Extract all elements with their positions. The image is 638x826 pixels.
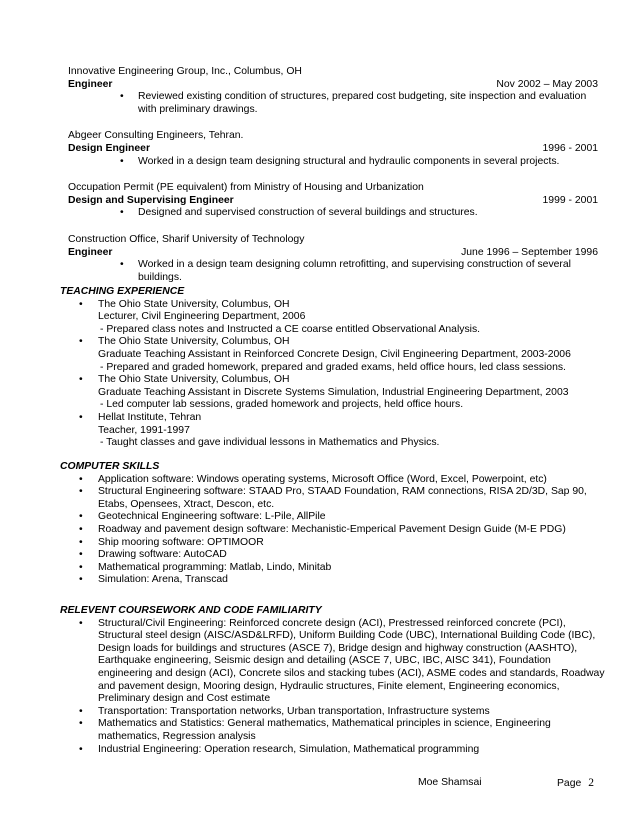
job-entry — [68, 66, 598, 116]
teaching-note: - Taught classes and gave individual lessons in Mathematics and Physics. — [100, 437, 440, 449]
job-organization: Construction Office, Sharif University of Technology — [68, 233, 305, 245]
skill-item — [60, 511, 605, 524]
job-role-row — [68, 79, 598, 92]
job-organization: Innovative Engineering Group, Inc., Columbus, OH — [68, 66, 302, 77]
job-organization: Abgeer Consulting Engineers, Tehran. — [68, 130, 244, 142]
job-entry — [68, 182, 598, 220]
coursework-item — [60, 744, 605, 757]
skills-section — [60, 461, 605, 587]
coursework-section — [60, 605, 605, 756]
work-experience-list — [68, 66, 598, 298]
skill-item — [60, 537, 605, 550]
skill-text: Mathematical programming: Matlab, Lindo, Minitab — [98, 561, 332, 573]
bullet-icon: • — [120, 155, 124, 167]
job-role-row — [68, 195, 598, 208]
coursework-item — [60, 718, 605, 743]
teaching-place: Hellat Institute, Tehran — [98, 411, 202, 423]
skill-item — [60, 486, 605, 511]
job-bullet-text: Worked in a design team designing column retrofitting, and supervising construction of several buildings. — [138, 259, 571, 283]
skill-item — [60, 549, 605, 562]
job-entry — [68, 130, 598, 168]
footer-page-label: Page — [557, 778, 582, 789]
job-organization: Occupation Permit (PE equivalent) from Ministry of Housing and Urbanization — [68, 182, 424, 194]
page-footer — [0, 777, 638, 791]
bullet-icon: • — [120, 259, 124, 271]
skill-item — [60, 562, 605, 575]
bullet-icon: • — [79, 549, 83, 561]
teaching-note: - Led computer lab sessions, graded homework and projects, held office hours. — [100, 399, 464, 411]
teaching-note: - Prepared class notes and Instructed a CE coarse entitled Observational Analysis. — [100, 323, 481, 335]
bullet-icon: • — [79, 298, 83, 310]
teaching-section — [60, 286, 605, 450]
bullet-icon: • — [79, 536, 83, 548]
job-role: Engineer — [68, 246, 113, 258]
job-bullet-text: Reviewed existing condition of structures, prepared cost budgeting, site inspection and evaluation with preliminary drawings. — [138, 91, 587, 115]
job-bullet-text: Designed and supervised construction of several buildings and structures. — [138, 207, 478, 219]
teaching-place: The Ohio State University, Columbus, OH — [98, 298, 290, 310]
bullet-icon: • — [79, 617, 83, 629]
coursework-item — [60, 618, 605, 706]
job-bullet-text: Worked in a design team designing structural and hydraulic components in several projects. — [138, 155, 560, 167]
section-heading: TEACHING EXPERIENCE — [60, 286, 185, 297]
teaching-item — [60, 374, 605, 412]
bullet-icon: • — [79, 511, 83, 523]
teaching-note: - Prepared and graded homework, prepared and graded exams, held office hours, led class sessions. — [100, 361, 566, 373]
bullet-icon: • — [79, 411, 83, 423]
teaching-place: The Ohio State University, Columbus, OH — [98, 374, 290, 386]
teaching-title: Teacher, 1991-1997 — [98, 424, 190, 436]
bullet-icon: • — [79, 374, 83, 386]
footer-page-indicator — [557, 777, 594, 791]
teaching-item — [60, 336, 605, 374]
footer-author-name: Moe Shamsai — [418, 777, 482, 788]
job-dates: Nov 2002 – May 2003 — [496, 78, 598, 90]
job-dates: June 1996 – September 1996 — [461, 246, 598, 258]
teaching-item — [60, 299, 605, 337]
job-dates: 1999 - 2001 — [542, 194, 598, 206]
section-heading: RELEVENT COURSEWORK AND CODE FAMILIARITY — [60, 605, 322, 616]
job-role: Design Engineer — [68, 142, 150, 154]
bullet-icon: • — [79, 574, 83, 586]
teaching-item — [60, 412, 605, 450]
skill-text: Simulation: Arena, Transcad — [98, 574, 228, 586]
footer-page-number: 2 — [588, 777, 595, 789]
skill-text: Geotechnical Engineering software: L-Pile, AllPile — [98, 511, 326, 523]
job-bullet — [68, 91, 598, 116]
skill-text: Application software: Windows operating systems, Microsoft Office (Word, Excel, Powerpoint, etc) — [98, 473, 547, 485]
skill-text: Drawing software: AutoCAD — [98, 549, 227, 561]
coursework-text: Transportation: Transportation networks, Urban transportation, Infrastructure systems — [98, 705, 490, 717]
job-role: Engineer — [68, 78, 113, 90]
skill-item — [60, 524, 605, 537]
job-bullet — [68, 156, 598, 169]
bullet-icon: • — [79, 523, 83, 535]
coursework-text: Industrial Engineering: Operation research, Simulation, Mathematical programming — [98, 743, 480, 755]
teaching-title: Lecturer, Civil Engineering Department, 2006 — [98, 311, 306, 323]
job-role-row — [68, 247, 598, 260]
section-heading: COMPUTER SKILLS — [60, 461, 160, 472]
job-role: Design and Supervising Engineer — [68, 194, 234, 206]
bullet-icon: • — [79, 743, 83, 755]
skill-item — [60, 574, 605, 587]
coursework-text: Structural/Civil Engineering: Reinforced concrete design (ACI), Prestressed reinforced concrete (PCI), Structural steel design (AISC/ASD&LRFD), Uniform Building Code (UBC), International Building Code (IBC), Design loads for buildings and structures (ASCE 7), Bridge design and highway construction (AASHTO), Earthquake engineering, Seismic design and detailing (ASCE 7, UBC, IBC, AISC 341), Foundation engineering and design (ACI), Concrete silos and stacking tubes (ACI), ASME codes and standards, Roadway and pavement design, Mooring design, Hydraulic structures, Finite element, Engineering economics, Preliminary design and Cost estimate — [98, 617, 605, 705]
bullet-icon: • — [79, 718, 83, 730]
bullet-icon: • — [79, 336, 83, 348]
teaching-title: Graduate Teaching Assistant in Discrete Systems Simulation, Industrial Engineering Department, 2003 — [98, 386, 569, 398]
bullet-icon: • — [79, 561, 83, 573]
skill-item — [60, 474, 605, 487]
coursework-text: Mathematics and Statistics: General mathematics, Mathematical principles in science, Engineering mathematics, Regression analysis — [98, 718, 551, 742]
job-entry — [68, 234, 598, 284]
job-dates: 1996 - 2001 — [542, 142, 598, 154]
bullet-icon: • — [79, 473, 83, 485]
skill-text: Ship mooring software: OPTIMOOR — [98, 536, 264, 548]
skill-text: Roadway and pavement design software: Mechanistic-Emperical Pavement Design Guide (M-E PDG) — [98, 523, 566, 535]
bullet-icon: • — [79, 486, 83, 498]
bullet-icon: • — [120, 207, 124, 219]
teaching-title: Graduate Teaching Assistant in Reinforced Concrete Design, Civil Engineering Department, 2003-2006 — [98, 348, 571, 360]
job-bullet — [68, 207, 598, 220]
bullet-icon: • — [120, 91, 124, 103]
teaching-place: The Ohio State University, Columbus, OH — [98, 336, 290, 348]
bullet-icon: • — [79, 705, 83, 717]
skill-text: Structural Engineering software: STAAD Pro, STAAD Foundation, RAM connections, RISA 2D/3D, Sap 90, Etabs, Opensees, Xtract, Descon, etc. — [98, 486, 587, 510]
job-role-row — [68, 143, 598, 156]
coursework-item — [60, 706, 605, 719]
job-bullet — [68, 259, 598, 284]
